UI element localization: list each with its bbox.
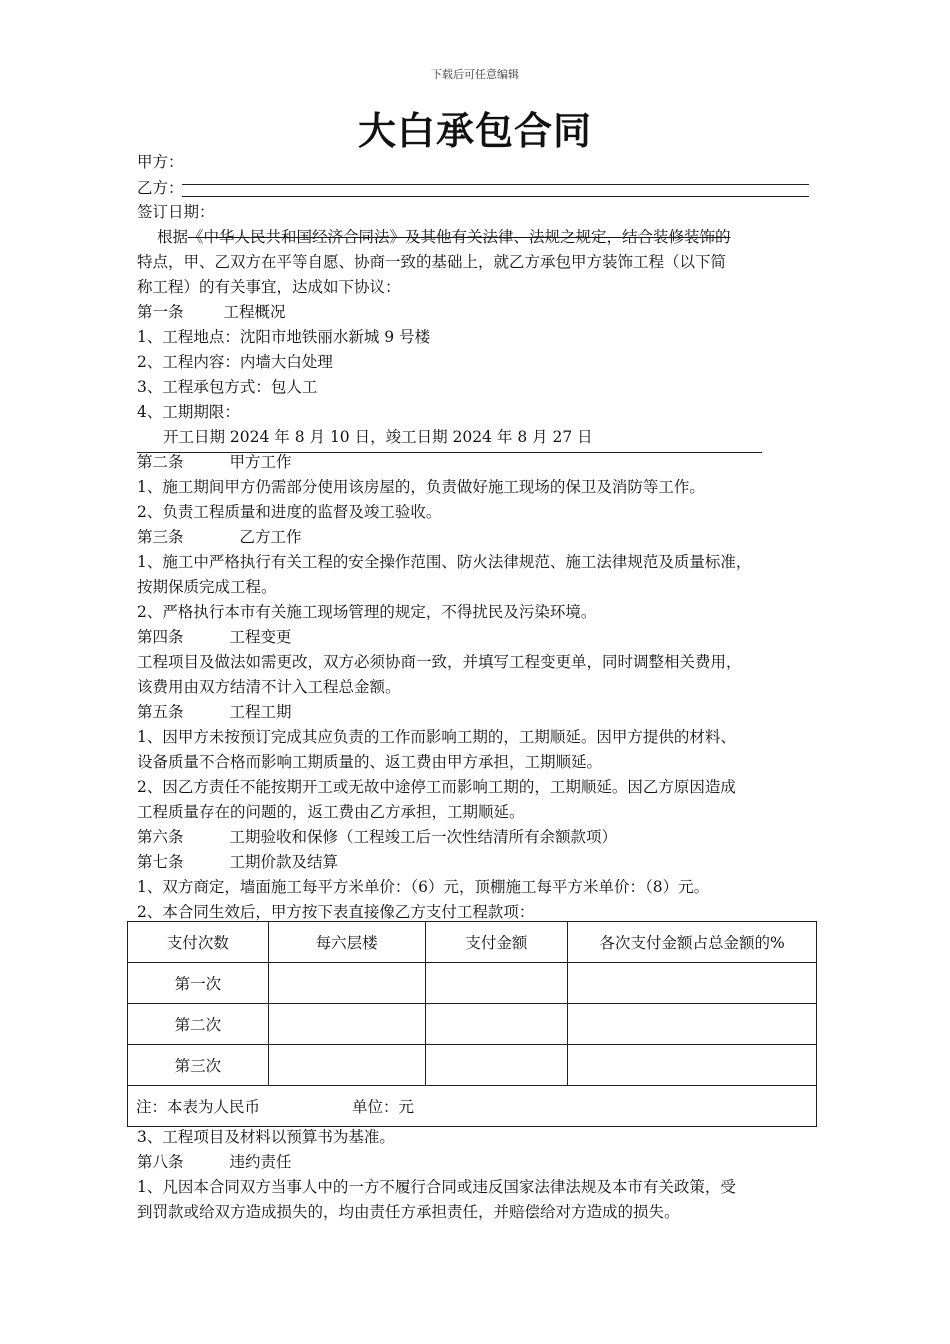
table-cell: 第三次 (128, 1045, 269, 1086)
article-number: 第七条 (137, 853, 184, 871)
article-7-line-2: 2、本合同生效后，甲方按下表直接像乙方支付工程款项： (137, 903, 535, 921)
article-1-line-1: 1、工程地点：沈阳市地铁丽水新城 9 号楼 (137, 328, 431, 346)
article-3-line-2: 按期保质完成工程。 (137, 578, 277, 596)
table-cell (268, 1045, 425, 1086)
article-1-line-2: 2、工程内容：内墙大白处理 (137, 353, 333, 371)
table-row (128, 963, 817, 1004)
table-cell (425, 1004, 568, 1045)
article-title: 工期价款及结算 (229, 853, 339, 871)
article-number: 第六条 (137, 828, 184, 846)
article-title: 工程概况 (223, 303, 286, 321)
article-2-heading (137, 452, 292, 472)
article-1-heading (137, 302, 286, 322)
table-cell (568, 963, 817, 1004)
table-header-cell: 支付次数 (128, 922, 269, 963)
table-cell (425, 963, 568, 1004)
table-cell: 第二次 (128, 1004, 269, 1045)
article-3-line-3: 2、严格执行本市有关施工现场管理的规定，不得扰民及污染环境。 (137, 603, 597, 621)
table-cell (268, 1004, 425, 1045)
article-3-heading (137, 527, 302, 547)
article-4-line-1: 工程项目及做法如需更改，双方必须协商一致，并填写工程变更单，同时调整相关费用， (137, 653, 742, 671)
article-title: 工程工期 (229, 703, 292, 721)
article-7-line-1: 1、双方商定，墙面施工每平方米单价：（6）元，顶棚施工每平方米单价：（8）元。 (137, 878, 710, 896)
article-5-heading (137, 702, 292, 722)
article-title: 工期验收和保修（工程竣工后一次性结清所有余额款项） (229, 828, 618, 846)
party-b-underline-2 (182, 196, 809, 197)
article-5-line-2: 设备质量不合格而影响工期质量的、返工费由甲方承担，工期顺延。 (137, 753, 603, 771)
article-number: 第一条 (137, 303, 184, 321)
header-note: 下载后可任意编辑 (431, 68, 519, 81)
intro-line-3: 称工程）的有关事宜，达成如下协议： (137, 278, 401, 296)
table-cell (268, 963, 425, 1004)
article-5-line-4: 工程质量存在的问题的，返工费由乙方承担，工期顺延。 (137, 803, 525, 821)
table-cell: 第一次 (128, 963, 269, 1004)
article-2-line-1: 1、施工期间甲方仍需部分使用该房屋的，负责做好施工现场的保卫及消防等工作。 (137, 478, 705, 496)
table-note-unit: 单位：元 (352, 1098, 415, 1116)
article-1-line-3: 3、工程承包方式：包人工 (137, 378, 318, 396)
intro-line-2: 特点，甲、乙双方在平等自愿、协商一致的基础上，就乙方承包甲方装饰工程（以下简 (137, 253, 727, 271)
table-header-cell: 各次支付金额占总金额的% (568, 922, 817, 963)
article-number: 第二条 (137, 453, 184, 471)
sign-date-label: 签订日期： (137, 203, 215, 221)
article-4-heading (137, 627, 292, 647)
party-b-label: 乙方： (137, 179, 184, 197)
article-8-heading (137, 1152, 292, 1172)
article-number: 第八条 (137, 1153, 184, 1171)
table-header-cell: 支付金额 (425, 922, 568, 963)
article-4-line-2: 该费用由双方结清不计入工程总金额。 (137, 678, 401, 696)
article-5-line-1: 1、因甲方未按预订完成其应负责的工作而影响工期的，工期顺延。因甲方提供的材料、 (137, 728, 736, 746)
intro-struck-text: 《中华人民共和国经济合同法》及其他有关法律、法规之规定，结合装修装饰的 (188, 228, 731, 246)
article-8-line-1: 1、凡因本合同双方当事人中的一方不履行合同或违反国家法律法规及本市有关政策，受 (137, 1178, 736, 1196)
table-cell (568, 1004, 817, 1045)
article-number: 第四条 (137, 628, 184, 646)
table-header-row (128, 922, 817, 963)
payment-table (127, 921, 817, 1127)
article-number: 第五条 (137, 703, 184, 721)
article-number: 第三条 (137, 528, 184, 546)
table-note-currency: 注：本表为人民币 (136, 1098, 261, 1116)
party-b-underline-1 (182, 184, 809, 185)
article-8-line-2: 到罚款或给双方造成损失的，均由责任方承担责任，并赔偿给对方造成的损失。 (137, 1203, 680, 1221)
article-title: 乙方工作 (239, 528, 302, 546)
article-2-line-2: 2、负责工程质量和进度的监督及竣工验收。 (137, 503, 442, 521)
article-7-line-3: 3、工程项目及材料以预算书为基准。 (137, 1128, 395, 1146)
table-row (128, 1045, 817, 1086)
table-cell (425, 1045, 568, 1086)
article-1-line-5: 开工日期 2024 年 8 月 10 日，竣工日期 2024 年 8 月 27 日 (163, 428, 593, 446)
article-title: 甲方工作 (229, 453, 292, 471)
article-5-line-3: 2、因乙方责任不能按期开工或无故中途停工而影响工期的，工期顺延。因乙方原因造成 (137, 778, 736, 796)
intro-lead: 根据 (157, 228, 189, 246)
article-7-heading (137, 852, 338, 872)
intro-line-1 (157, 227, 731, 247)
article-title: 工程变更 (229, 628, 292, 646)
table-note (128, 1086, 817, 1127)
table-cell (568, 1045, 817, 1086)
party-a-label: 甲方： (137, 153, 184, 171)
table-note-row (128, 1086, 817, 1127)
table-row (128, 1004, 817, 1045)
page-title: 大白承包合同 (357, 109, 592, 153)
article-3-line-1: 1、施工中严格执行有关工程的安全操作范围、防火法律规范、施工法律规范及质量标准， (137, 553, 752, 571)
article-1-line-4: 4、工期期限： (137, 403, 240, 421)
table-header-cell: 每六层楼 (268, 922, 425, 963)
article-title: 违约责任 (229, 1153, 292, 1171)
article-6-heading (137, 827, 617, 847)
